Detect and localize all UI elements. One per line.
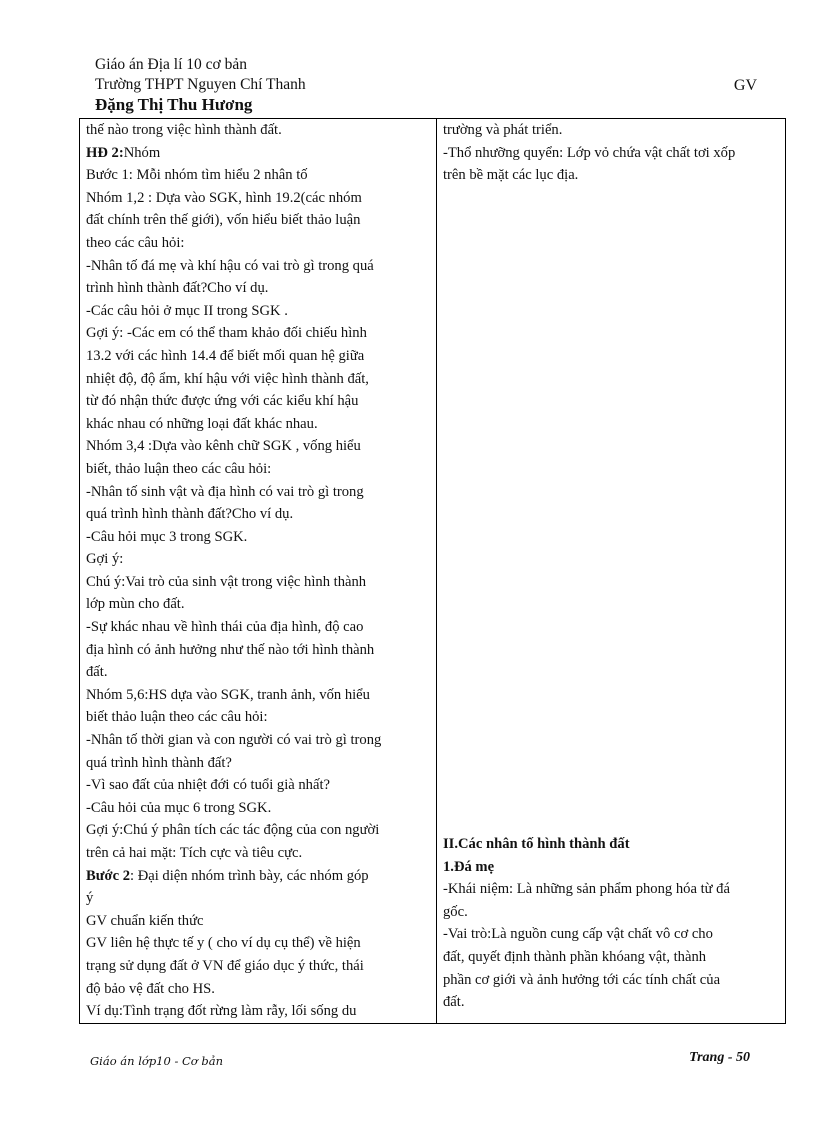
line-text: trên cả hai mặt: Tích cực và tiêu cực. [86, 845, 303, 861]
text-line [86, 684, 430, 707]
text-line [443, 833, 781, 856]
text-line [86, 1000, 430, 1023]
line-text: Bước 1: Mỗi nhóm tìm hiểu 2 nhân tố [86, 167, 308, 184]
line-text: Chú ý:Vai trò của sinh vật trong việc hình thành [86, 573, 367, 590]
line-text: nhiệt độ, độ ẩm, khí hậu với việc hình thành đất, [86, 370, 369, 387]
page-header [95, 55, 765, 115]
line-text: thế nào trong việc hình thành đất. [86, 122, 282, 138]
header-gv-label: GV [733, 77, 757, 94]
footer-lesson-label: Giáo án lớp10 - Cơ bản [90, 1054, 224, 1068]
text-line [443, 119, 779, 142]
text-line [86, 187, 430, 210]
line-text: -Vai trò:Là nguồn cung cấp vật chất vô cơ cho [443, 926, 713, 943]
line-text: Gợi ý: [86, 551, 124, 568]
line-text: -Nhân tố thời gian và con người có vai trò gì trong [86, 732, 382, 749]
text-line [86, 458, 430, 481]
header-teacher-name: Đặng Thị Thu Hương [95, 95, 253, 114]
line-text: -Các câu hỏi ở mục II trong SGK . [86, 302, 288, 319]
line-text: trên bề mặt các lục địa. [443, 167, 579, 184]
line-text: -Vì sao đất của nhiệt đới có tuổi già nhất? [86, 777, 330, 794]
line-text: Nhóm 3,4 :Dựa vào kênh chữ SGK , vống hiểu [86, 438, 361, 455]
text-line [86, 752, 430, 775]
line-text: GV liên hệ thực tế y ( cho ví dụ cụ thể) về hiện [86, 935, 361, 952]
content-column [437, 119, 786, 1024]
content-text-bottom [443, 833, 781, 1014]
bold-label: II.Các nhân tố hình thành đất [443, 836, 630, 852]
line-text: Gợi ý:Chú ý phân tích các tác động của con người [86, 822, 380, 839]
line-text: trạng sử dụng đất ở VN để giáo dục ý thức, thái [86, 957, 364, 974]
line-text: địa hình có ảnh hưởng như thế nào tới hình thành [86, 641, 375, 658]
line-text: đất. [86, 664, 108, 681]
text-line [443, 164, 779, 187]
text-line [443, 969, 781, 992]
text-line [86, 571, 430, 594]
text-line [86, 435, 430, 458]
text-line [86, 526, 430, 549]
text-line [86, 593, 430, 616]
text-line [86, 322, 430, 345]
text-line [86, 797, 430, 820]
text-line [86, 955, 430, 978]
line-text: từ đó nhận thức được ứng với các kiểu khí hậu [86, 393, 359, 410]
bold-label: 1.Đá mẹ [443, 858, 495, 875]
line-text: -Câu hỏi của mục 6 trong SGK. [86, 799, 272, 816]
line-text: GV chuẩn kiến thức [86, 912, 204, 929]
text-line [86, 232, 430, 255]
text-line [86, 300, 430, 323]
text-line [443, 856, 781, 879]
text-line [86, 887, 430, 910]
activities-column [80, 119, 437, 1024]
text-line [86, 368, 430, 391]
text-line [86, 774, 430, 797]
text-line [86, 119, 430, 142]
content-text-top [437, 119, 785, 187]
text-line [86, 503, 430, 526]
line-text: độ bảo vệ đất cho HS. [86, 980, 215, 997]
line-text: lớp mùn cho đất. [86, 596, 185, 613]
line-text: quá trình hình thành đất?Cho ví dụ. [86, 506, 294, 523]
line-text: trường và phát triển. [443, 122, 563, 138]
text-line [86, 277, 430, 300]
line-text: Gợi ý: -Các em có thể tham khảo đối chiếu hình [86, 325, 367, 342]
bold-label: HĐ 2: [86, 144, 124, 161]
line-text: khác nhau có những loại đất khác nhau. [86, 415, 318, 432]
text-line [86, 142, 430, 165]
text-line [86, 910, 430, 933]
text-line [86, 548, 430, 571]
line-text: 13.2 với các hình 14.4 để biết mối quan hệ giữa [86, 347, 365, 364]
text-line [86, 819, 430, 842]
line-text: quá trình hình thành đất? [86, 754, 232, 771]
line-text: -Khái niệm: Là những sản phẩm phong hóa từ đá [443, 881, 730, 898]
line-text: biết, thảo luận theo các câu hỏi: [86, 460, 272, 477]
line-text: đất, quyết định thành phần khóang vật, thành [443, 948, 707, 965]
text-line [86, 413, 430, 436]
text-line [86, 209, 430, 232]
line-text: theo các câu hỏi: [86, 234, 185, 251]
line-text: Nhóm [123, 144, 161, 161]
line-text: Nhóm 5,6:HS dựa vào SGK, tranh ảnh, vốn hiểu [86, 686, 370, 703]
text-line [443, 901, 781, 924]
text-line [86, 865, 430, 888]
line-text: -Câu hỏi mục 3 trong SGK. [86, 528, 248, 545]
line-text: ý [86, 890, 94, 907]
text-line [443, 142, 779, 165]
text-line [86, 932, 430, 955]
bold-label: Bước 2 [86, 867, 130, 884]
text-line [86, 616, 430, 639]
text-line [443, 878, 781, 901]
text-line [443, 923, 781, 946]
activities-text [80, 119, 436, 1023]
text-line [86, 661, 430, 684]
line-text: đất chính trên thế giới), vốn hiểu biết thảo luận [86, 212, 361, 229]
text-line [86, 390, 430, 413]
line-text: -Sự khác nhau về hình thái của địa hình, độ cao [86, 619, 364, 636]
text-line [443, 991, 781, 1014]
text-line [86, 842, 430, 865]
line-text: trình hình thành đất?Cho ví dụ. [86, 280, 269, 297]
text-line [86, 345, 430, 368]
lesson-row [80, 119, 786, 1024]
line-text: Nhóm 1,2 : Dựa vào SGK, hình 19.2(các nhóm [86, 189, 362, 206]
text-line [443, 946, 781, 969]
line-text: -Nhân tố đá mẹ và khí hậu có vai trò gì trong quá [86, 257, 374, 274]
line-text: đất. [443, 994, 465, 1011]
text-line [86, 978, 430, 1001]
text-line [86, 639, 430, 662]
line-text: : Đại diện nhóm trình bày, các nhóm góp [130, 867, 369, 884]
line-text: -Nhân tố sinh vật và địa hình có vai trò gì trong [86, 483, 364, 500]
text-line [86, 729, 430, 752]
text-line [86, 164, 430, 187]
line-text: -Thổ nhưỡng quyển: Lớp vỏ chứa vật chất tơi xốp [443, 144, 736, 161]
footer-page-number: Trang - 50 [689, 1050, 750, 1065]
page-footer [90, 1052, 750, 1070]
line-text: Ví dụ:Tình trạng đốt rừng làm rẫy, lối sống du [86, 1003, 357, 1020]
header-subject: Giáo án Địa lí 10 cơ bản [95, 56, 247, 73]
text-line [86, 255, 430, 278]
text-line [86, 706, 430, 729]
text-line [86, 481, 430, 504]
line-text: biết thảo luận theo các câu hỏi: [86, 709, 268, 726]
line-text: phần cơ giới và ảnh hưởng tới các tính chất của [443, 971, 721, 988]
header-school: Trường THPT Nguyen Chí Thanh [95, 76, 306, 93]
line-text: gốc. [443, 903, 468, 920]
lesson-table [79, 118, 786, 1024]
